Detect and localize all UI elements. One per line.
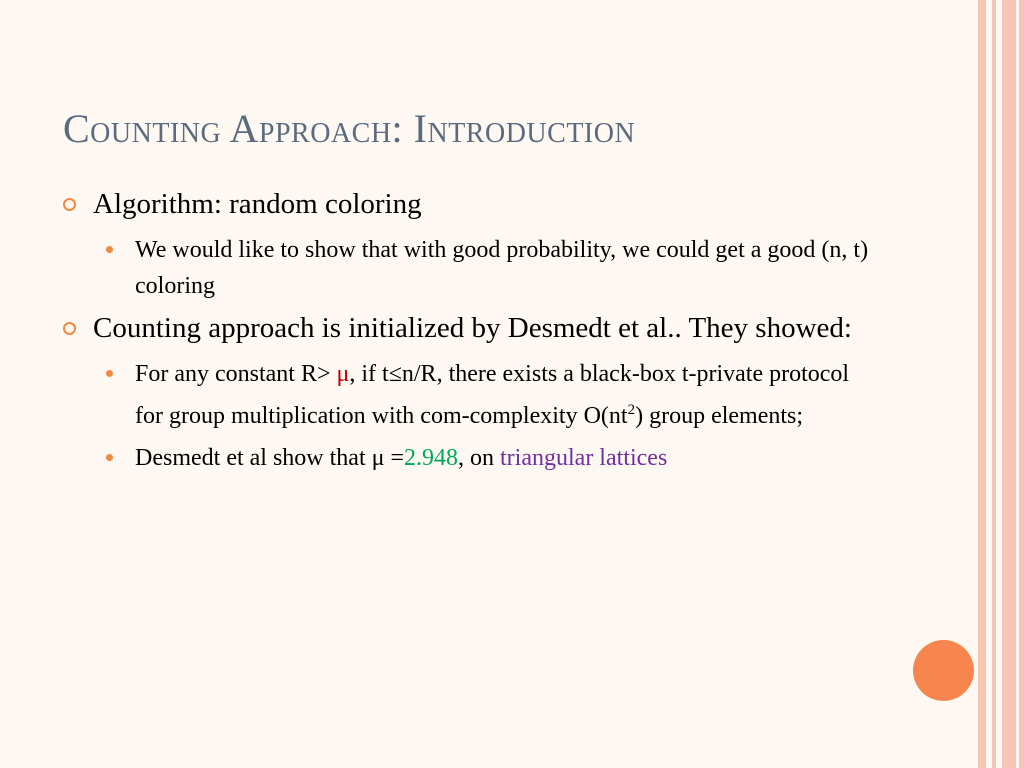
sub-bullet-item bbox=[63, 232, 869, 304]
text-fragment: For any constant R> bbox=[135, 361, 337, 387]
mu-symbol: μ bbox=[336, 361, 350, 387]
link-text[interactable]: triangular lattices bbox=[500, 445, 668, 471]
sub-bullet-text bbox=[135, 440, 875, 476]
bullet-text: Counting approach is initialized by Desmedt et al.. They showed: bbox=[93, 312, 852, 344]
superscript: 2 bbox=[627, 402, 636, 418]
text-fragment: , on bbox=[458, 445, 501, 471]
sub-bullet-text bbox=[135, 356, 875, 434]
right-border-stripe bbox=[1002, 0, 1016, 768]
bullet-item bbox=[63, 186, 863, 222]
bullet-dot-icon bbox=[106, 454, 113, 461]
bullet-ring-icon bbox=[63, 322, 76, 335]
sub-bullet-item bbox=[63, 440, 863, 476]
sub-bullet-item bbox=[63, 356, 863, 434]
right-border-stripe bbox=[978, 0, 986, 768]
value-highlight: 2.948 bbox=[404, 445, 459, 471]
decorative-circle bbox=[913, 640, 974, 701]
right-border-stripe bbox=[992, 0, 996, 768]
sub-bullet-text: We would like to show that with good probability, we could get a good (n, t) coloring bbox=[135, 237, 869, 299]
text-fragment: Desmedt et al show that μ = bbox=[135, 445, 405, 471]
bullet-text: Algorithm: random coloring bbox=[93, 188, 422, 220]
bullet-dot-icon bbox=[106, 246, 113, 253]
right-border-stripe bbox=[1019, 0, 1024, 768]
bullet-item bbox=[63, 310, 863, 346]
text-fragment: , if t≤n/R, there exists a black-box t-private protocol for group multiplication with com-complexity O(nt bbox=[135, 361, 850, 429]
slide-body bbox=[63, 186, 869, 482]
slide-title: Counting Approach: Introduction bbox=[63, 106, 636, 151]
text-fragment: ) group elements; bbox=[635, 403, 804, 429]
bullet-ring-icon bbox=[63, 198, 76, 211]
bullet-dot-icon bbox=[106, 370, 113, 377]
